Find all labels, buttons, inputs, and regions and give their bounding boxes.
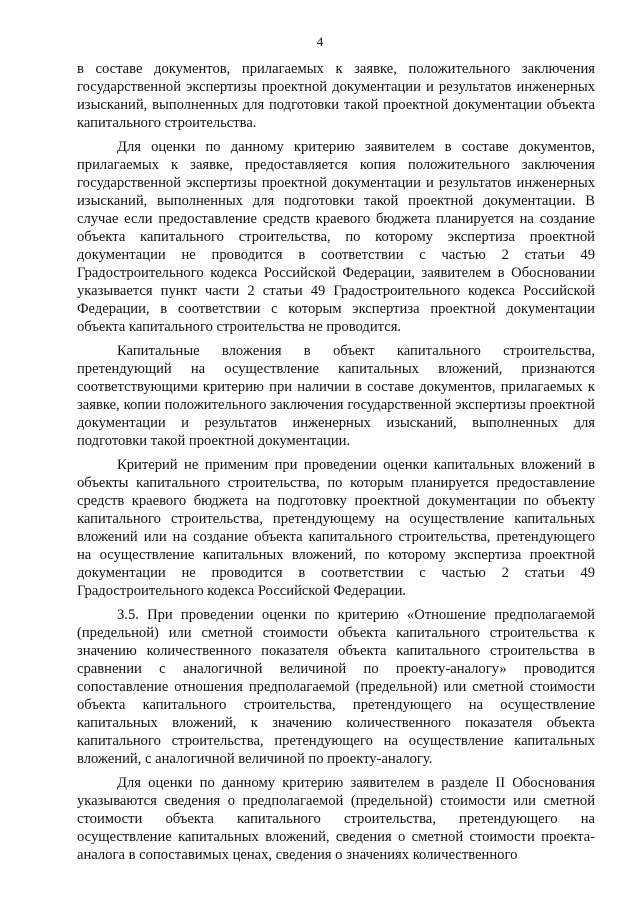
paragraph-copy-of-expertise: Для оценки по данному критерию заявителем в составе документов, прилагаемых к заявке, предоставляется копия положительного заключения государственной экспертизы проектной документации и результатов инженерных изысканий, выполненных для подготовки такой проектной документации. В случае если предоставление средств краевого бюджета планируется на создание объекта капитального строительства, по которому экспертиза проектной документации не проводится в соответствии с частью 2 статьи 49 Градостроительного кодекса Российской Федерации, заявителем в Обосновании указывается пункт части 2 статьи 49 Градостроительного кодекса Российской Федерации, в соответствии с которым экспертиза проектной документации объекта капитального строительства не проводится. — [77, 139, 595, 335]
paragraph-section-ii-info: Для оценки по данному критерию заявителем в разделе II Обоснования указываются сведения о предполагаемой (предельной) стоимости или сметной стоимости объекта капитального строительства, претендующего на осуществление капитальных вложений, сведения о сметной стоимости проекта-аналога в сопоставимых ценах, сведения о значениях количественного — [77, 775, 595, 863]
paragraph-criterion-not-applicable: Критерий не применим при проведении оценки капитальных вложений в объекты капитального строительства, по которым планируется предоставление средств краевого бюджета на подготовку проектной документации по объекту капитального строительства, претендующему на осуществление капитальных вложений или на создание объекта капитального строительства, претендующего на осуществление капитальных вложений, по которому экспертиза проектной документации не проводится в соответствии с частью 2 статьи 49 Градостроительного кодекса Российской Федерации. — [77, 457, 595, 599]
document-body — [77, 60, 595, 870]
paragraph-criterion-compliance: Капитальные вложения в объект капитального строительства, претендующий на осуществление капитальных вложений, признаются соответствующими критерию при наличии в составе документов, прилагаемых к заявке, копии положительного заключения государственной экспертизы проектной документации и результатов инженерных изысканий, выполненных для подготовки такой проектной документации. — [77, 343, 595, 449]
paragraph-continuation: в составе документов, прилагаемых к заявке, положительного заключения государственной экспертизы проектной документации и результатов инженерных изысканий, выполненных для подготовки такой проектной документации объекта капитального строительства. — [77, 61, 595, 131]
page-number: 4 — [316, 34, 324, 49]
paragraph-section-3-5: 3.5. При проведении оценки по критерию «Отношение предполагаемой (предельной) или сметной стоимости объекта капитального строительства к значению количественного показателя объекта капитального строительства в сравнении с аналогичной величиной по проекту-аналогу» проводится сопоставление отношения предполагаемой (предельной) или сметной стоимости объекта капитального строительства, претендующего на осуществление капитальных вложений, к значению количественного показателя объекта капитального строительства, претендующего на осуществление капитальных вложений, с аналогичной величиной по проекту-аналогу. — [77, 607, 595, 767]
